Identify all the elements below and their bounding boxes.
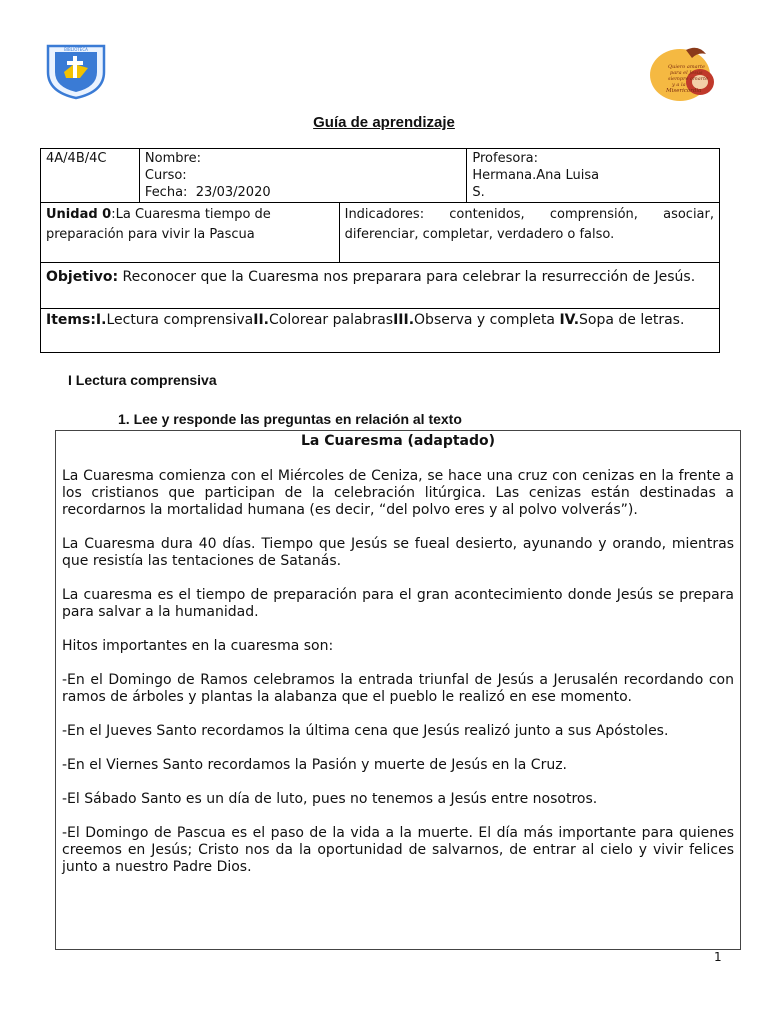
- items-i-text: Lectura comprensiva: [106, 312, 254, 328]
- unidad-text: :La Cuaresma tiempo de preparación para vivir la Pascua: [46, 207, 271, 242]
- profesora-name: Hermana.Ana Luisa: [472, 168, 600, 183]
- reading-paragraph: -En el Jueves Santo recordamos la última cena que Jesús realizó junto a sus Apóstoles.: [62, 723, 669, 739]
- teacher-cell: [467, 149, 720, 203]
- misericordia-logo: [646, 42, 722, 104]
- nombre-label: Nombre:: [144, 151, 201, 166]
- objetivo-text: Reconocer que la Cuaresma nos preparara para celebrar la resurrección de Jesús.: [118, 269, 696, 285]
- items-iv-label: IV.: [559, 312, 580, 328]
- objective-cell: [41, 263, 720, 309]
- header-table: [40, 148, 720, 353]
- items-i-label: I.: [95, 312, 107, 328]
- indicadores-label: Indicadores: [344, 207, 420, 222]
- items-iii-text: Observa y completa: [414, 312, 560, 328]
- svg-text:siempre amarte: siempre amarte: [668, 76, 709, 82]
- fecha-value: 23/03/2020: [195, 185, 271, 200]
- svg-text:Quiero amarte: Quiero amarte: [668, 64, 705, 70]
- objetivo-label: Objetivo:: [46, 269, 119, 285]
- profesora-label: Profesora:: [472, 151, 539, 166]
- school-crest-logo: [44, 42, 108, 100]
- page-number: 1: [714, 950, 722, 964]
- reading-paragraph: La cuaresma es el tiempo de preparación para el gran acontecimiento donde Jesús se prepara para salvar a la humanidad.: [62, 587, 734, 620]
- indicators-cell: [339, 203, 719, 263]
- unit-cell: [41, 203, 340, 263]
- document-title: Guía de aprendizaje: [313, 114, 455, 131]
- curso-label: Curso:: [144, 168, 187, 183]
- reading-paragraph: La Cuaresma dura 40 días. Tiempo que Jesús se fueal desierto, ayunando y orando, mientras que resistía las tentaciones de Satanás.: [62, 536, 734, 569]
- svg-text:BIBLIOTECA: BIBLIOTECA: [64, 47, 88, 52]
- svg-text:Misericordia: Misericordia: [666, 88, 702, 94]
- student-info-cell: [139, 149, 466, 203]
- items-iv-text: Sopa de letras.: [579, 312, 685, 328]
- profesora-initial: S.: [472, 185, 485, 200]
- items-cell: [41, 309, 720, 353]
- items-ii-text: Colorear palabras: [268, 312, 394, 328]
- items-row: [41, 309, 720, 353]
- courses-cell: 4A/4B/4C: [41, 149, 140, 203]
- section-title: I Lectura comprensiva: [68, 372, 217, 388]
- unit-row: [41, 203, 720, 263]
- items-iii-label: III.: [393, 312, 415, 328]
- reading-paragraph: -En el Viernes Santo recordamos la Pasión y muerte de Jesús en la Cruz.: [62, 757, 567, 773]
- info-row: [41, 149, 720, 203]
- reading-paragraph: -El Domingo de Pascua es el paso de la vida a la muerte. El día más importante para quienes creemos en Jesús; Cristo nos da la oportunidad de salvarnos, de entrar al cielo y vivir felices junto a nuestro Padre Dios.: [62, 825, 734, 875]
- unidad-label: Unidad 0: [46, 207, 112, 222]
- svg-text:para el Jesús: para el Jesús: [670, 70, 703, 76]
- question-1: 1. Lee y responde las preguntas en relación al texto: [118, 411, 462, 427]
- reading-paragraph: La Cuaresma comienza con el Miércoles de Ceniza, se hace una cruz con cenizas en la frente a los cristianos que participan de la celebración litúrgica. Las cenizas están destinadas a recordarnos la mortalidad humana (es decir, “del polvo eres y al polvo volverás”).: [62, 468, 734, 518]
- items-ii-label: II.: [253, 312, 269, 328]
- fecha-line: [145, 184, 461, 201]
- svg-text:y a la: y a la: [672, 82, 686, 88]
- items-label: Items:: [46, 312, 96, 328]
- reading-box: [55, 430, 741, 950]
- reading-paragraph: -El Sábado Santo es un día de luto, pues no tenemos a Jesús entre nosotros.: [62, 791, 598, 807]
- reading-title: La Cuaresma (adaptado): [300, 433, 496, 449]
- reading-paragraph: -En el Domingo de Ramos celebramos la entrada triunfal de Jesús a Jerusalén recordando con ramos de árboles y plantas la alabanza que el pueblo le realizó en ese momento.: [62, 672, 734, 705]
- fecha-label: Fecha:: [144, 185, 188, 200]
- reading-paragraph: Hitos importantes en la cuaresma son:: [62, 638, 334, 654]
- indicadores-text: : contenidos, comprensión, asociar, diferenciar, completar, verdadero o falso.: [344, 207, 714, 242]
- objective-row: [41, 263, 720, 309]
